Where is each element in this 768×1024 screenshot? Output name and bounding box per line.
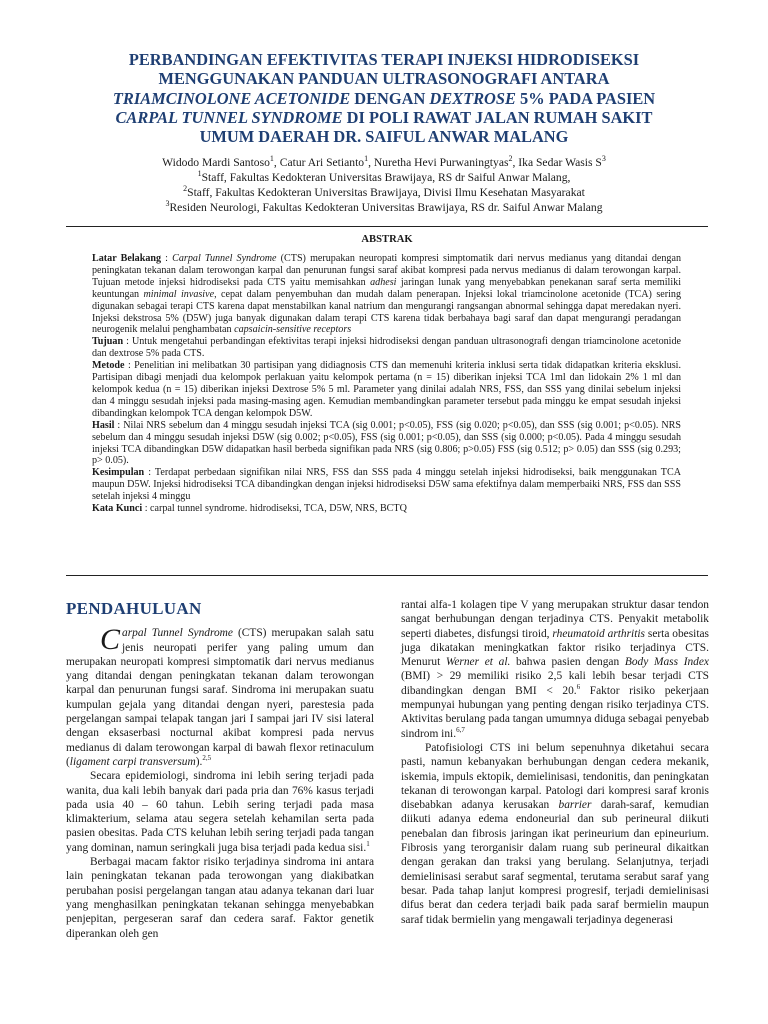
intro-paragraph-3: Berbagai macam faktor risiko terjadinya sindroma ini antara lain peningkatan tekanan pada terowongan yang diakibatkan perubahan posisi pergelangan tangan atau adanya tekanan dari luar yang menghasilkan peningkatan tekanan sehingga menyebabkan penjepitan, pergeseran saraf dan cedera saraf. Faktor genetik diperankan oleh gen (66, 856, 374, 940)
body-right-column (401, 598, 709, 927)
affiliation-1: $^1$Staff, Fakultas Kedokteran Universitas Brawijaya, RS dr Saiful Anwar Malang, (197, 169, 571, 184)
body-left-column (66, 600, 374, 941)
abstract-background: Latar Belakang : Carpal Tunnel Syndrome (CTS) merupakan neuropati kompresi simptomatik dari nervus medianus yang ditandai dengan peningkatan tekanan dalam terowongan karpal dan penurunan fungsi saraf akibat kompresi pada nervus medianus di dalam terowongan karpal. Tujuan metode injeksi hidrodiseksi pada CTS yaitu memisahkan adhesi jaringan lunak yang menyebabkan penekanan saraf serta memiliki keuntungan minimal invasive, cepat dalam penyembuhan dan mudah dalam penerapan. Injeksi lokal triamcinolone acetonide (TCA) sering digunakan sebagai terapi CTS karena dapat menstabilkan kanal natrium dan mengurangi rangsangan abnormal sehingga dapat meredakan nyeri. Injeksi dekstrosa 5% (D5W) juga banyak digunakan dalam terapi CTS karena tidak berbahaya bagi saraf dan dapat mengurangi peradangan neurogenik melalui penghambatan capsaicin-sensitive receptors (92, 253, 681, 336)
abstract-keywords: Kata Kunci : carpal tunnel syndrome. hidrodiseksi, TCA, D5W, NRS, BCTQ (92, 503, 407, 515)
abstract-heading: ABSTRAK (361, 234, 413, 245)
right-paragraph-1: rantai alfa-1 kolagen tipe V yang merupakan struktur dasar tendon sangat berhubungan dengan terjadinya CTS. Penyakit metabolik seperti diabetes, disfungsi tiroid, rheumatoid arthritis serta obesitas juga dikatakan meningkatkan faktor risiko terjadinya CTS. Menurut Werner et al. bahwa pasien dengan Body Mass Index (BMI) > 29 memiliki risiko 2,5 kali lebih besar terjadi CTS dibandingkan dengan BMI < 20.$^6$ Faktor risiko pekerjaan mempunyai hubungan yang penting dengan risiko terjadinya CTS. Aktivitas berulang pada tangan umumnya diduga sebagai penyebab sindrom ini.$^{6,7}$ (401, 599, 710, 740)
affiliation-3: $^3$Residen Neurologi, Fakultas Kedokteran Universitas Brawijaya, RS dr. Saiful Anwar Malang (165, 199, 603, 214)
divider-top (66, 226, 708, 227)
intro-paragraph-2: Secara epidemiologi, sindroma ini lebih sering terjadi pada wanita, dua kali lebih banyak dari pada pria dan 76% kasus terjadi pada usia 40 – 60 tahun. Lebih sering terjadi pada masa klimakterium, selama atau segera setelah kehamilan serta pada pasien obesitas. Pada CTS keluhan lebih sering terjadi pada tangan yang dominan, namun seringkali juga bisa terjadi pada kedua sisi.$^1$ (66, 770, 374, 854)
abstract-aim: Tujuan : Untuk mengetahui perbandingan efektivitas terapi injeksi hidrodiseksi dengan panduan ultrasonografi dengan triamcinolone acetonide dan dextrose 5% pada CTS. (92, 336, 681, 360)
author-list: Widodo Mardi Santoso$^1$, Catur Ari Setianto$^1$, Nuretha Hevi Purwaningtyas$^2$, Ika Sedar Wasis $S^3$ (162, 154, 606, 169)
author-block (60, 155, 708, 215)
title-line-5: UMUM DAERAH DR. SAIFUL ANWAR MALANG (199, 127, 569, 147)
abstract-method: Metode : Penelitian ini melibatkan 30 partisipan yang didiagnosis CTS dan memenuhi kriteria inklusi serta tidak didapatkan kriteria eksklusi. Partisipan dibagi menjadi dua kelompok perlakuan yaitu kelompok pertama (n = 15) diberikan injeksi TCA 1ml dan lidokain 2% 1 ml dan kelompok kedua (n = 15) diberikan injeksi Dextrose 5% 5 ml. Parameter yang dinilai adalah NRS, FSS, dan SSS yang dinilai sebelum injeksi dan 4 minggu sesudah injeksi pada masing-masing agen. Kemudian membandingkan parameter tersebut pada minggu ke empat sesudah injeksi dibandingkan kelompok TCA dengan kelompok D5W. (92, 360, 681, 419)
title-line-3: TRIAMCINOLONE ACETONIDE DENGAN DEXTROSE 5% PADA PASIEN (112, 88, 656, 108)
section-heading-introduction: PENDAHULUAN (66, 599, 202, 618)
title-line-2: MENGGUNAKAN PANDUAN ULTRASONOGRAFI ANTARA (158, 69, 610, 89)
abstract-conclusion: Kesimpulan : Terdapat perbedaan signifikan nilai NRS, FSS dan SSS pada 4 minggu setelah injeksi hidrodiseksi, baik menggunakan TCA maupun D5W. Injeksi hidrodiseksi TCA dibandingkan dengan injeksi hidrodiseksi D5W sama efektifnya dalam memperbaiki NRS, FSS dan SSS setelah injeksi 4 minggu (92, 467, 681, 503)
abstract-body (92, 253, 681, 515)
right-paragraph-2: Patofisiologi CTS ini belum sepenuhnya diketahui secara pasti, namun kebanyakan berhubungan dengan cedera mekanik, iskemia, impuls ektopik, demielinisasi, tendonitis, dan peningkatan tekanan di terowongan karpal. Patologi dari kompresi saraf kronis disebabkan adanya kerusakan barrier darah-saraf, kemudian diikuti adanya edema endoneurial dan sub perineural diikuti penebalan dan fibrosis jaringan ikat perineurium dan epineurium. Fibrosis yang terorganisir dalam ruang sub perineural dikaitkan dengan gerakan dan traksi yang berulang. Selanjutnya, terjadi demielinisasi serabut saraf segmental, terutama serabut saraf yang besar. Pada tahap lanjut kompresi progresif, terjadi demielinisasi difus berat dan cedera terjadi baik pada saraf bermielin maupun saraf tidak bermielin yang mengawali terjadinya degenerasi (401, 741, 709, 926)
paper-title (60, 50, 708, 146)
title-line-1: PERBANDINGAN EFEKTIVITAS TERAPI INJEKSI HIDRODISEKSI (128, 50, 640, 69)
intro-paragraph-1: Carpal Tunnel Syndrome (CTS) merupakan salah satu jenis neuropati perifer yang paling umum dan merupakan neuropati kompresi simptomatik dari nervus medianus yang ditandai dengan peningkatan tekanan dalam terowongan karpal dan penurunan fungsi saraf. Sindroma ini merupakan suatu kumpulan gejala yang ditandai dengan nyeri, parestesia pada pergelangan sampai telapak tangan jari I sampai jari IV sisi lateral dengan eksaserbasi nocturnal akibat kompresi pada nervus medianus di dalam terowongan karpal di bawah flexor retinaculum (ligament carpi transversum).$^{2,5}$ (66, 623, 374, 768)
affiliation-2: $^2$Staff, Fakultas Kedokteran Universitas Brawijaya, Divisi Ilmu Kesehatan Masyarakat (183, 184, 585, 199)
abstract-results: Hasil : Nilai NRS sebelum dan 4 minggu sesudah injeksi TCA (sig 0.001; p<0.05), FSS (sig 0.020; p<0.05), dan SSS (sig 0.001; p<0.05). NRS sebelum dan 4 minggu sesudah injeksi D5W (sig 0.002; p<0.05), FSS (sig 0.001; p<0.05), dan SSS (sig 0.000; p<0.05). Pada 4 minggu sesudah injeksi TCA dibandingkan D5W didapatkan hasil berbeda signifikan pada NRS (sig 0.806; p>0.05) FSS (sig 0.512; p> 0.05) dan SSS (sig 0.293; p> 0.05). (92, 419, 681, 467)
drop-cap: C (100, 623, 121, 657)
divider-bottom (66, 575, 708, 576)
title-line-4: CARPAL TUNNEL SYNDROME DI POLI RAWAT JALAN RUMAH SAKIT (115, 107, 653, 127)
